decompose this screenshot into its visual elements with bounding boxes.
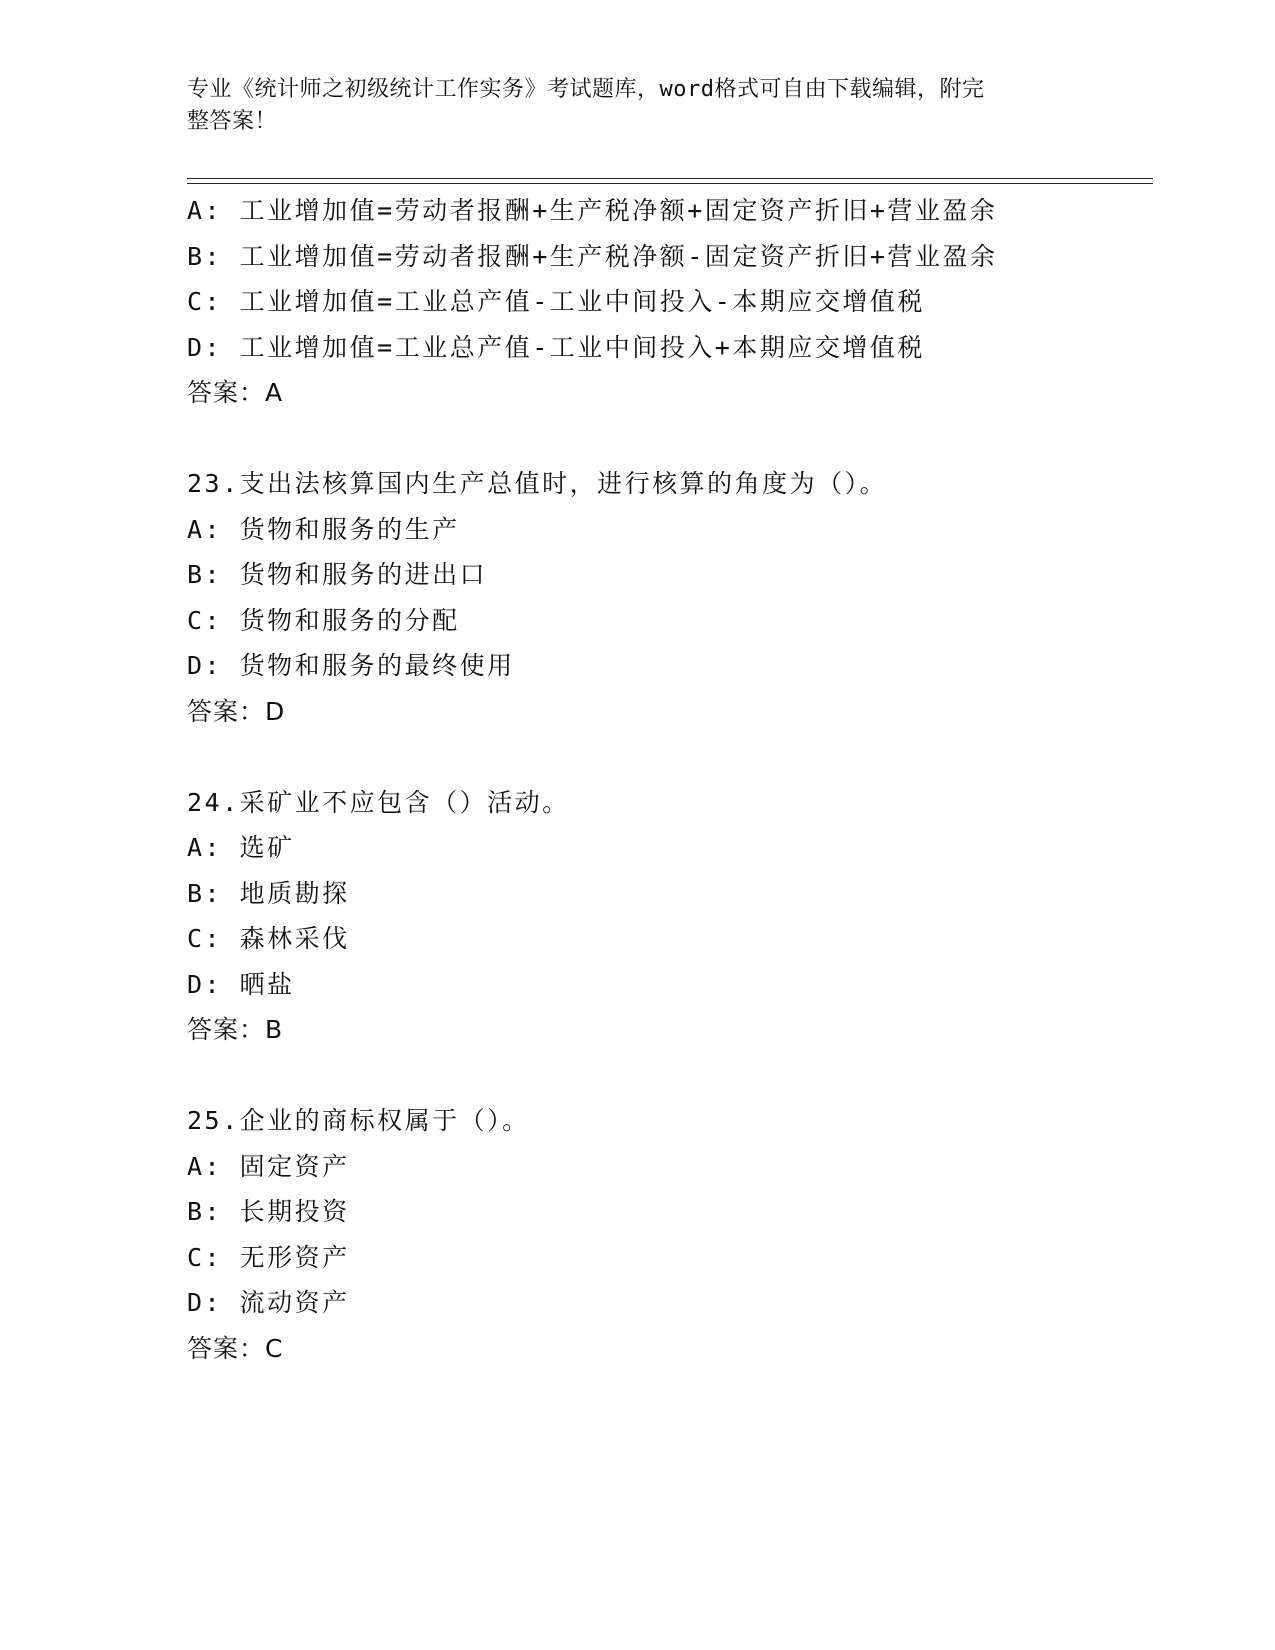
option-label: C: — [187, 287, 223, 316]
option-text: 工业增加值=工业总产值-工业中间投入+本期应交增值税 — [239, 332, 925, 362]
option-c — [187, 598, 1147, 644]
option-d — [187, 1280, 1147, 1326]
answer-line: 答案：D — [187, 696, 286, 726]
option-c — [187, 279, 1147, 325]
header-line-1: 专业《统计师之初级统计工作实务》考试题库，word格式可自由下载编辑，附完 — [187, 77, 985, 102]
option-text: 工业增加值=工业总产值-工业中间投入-本期应交增值税 — [239, 287, 925, 316]
option-text: 长期投资 — [239, 1197, 350, 1226]
option-a — [187, 507, 1147, 553]
option-label: B: — [187, 560, 223, 589]
option-text: 流动资产 — [239, 1288, 350, 1317]
option-text: 工业增加值=劳动者报酬+生产税净额-固定资产折旧+营业盈余 — [239, 241, 998, 271]
question-block-22 — [187, 188, 1147, 416]
option-b — [187, 1189, 1147, 1235]
option-b — [187, 552, 1147, 598]
option-label: D: — [187, 969, 223, 999]
option-label: D: — [187, 651, 223, 680]
question-stem: 25.企业的商标权属于（）。 — [187, 1106, 530, 1135]
option-a — [187, 1144, 1147, 1190]
option-label: C: — [187, 924, 223, 953]
spacer — [187, 734, 1147, 780]
option-label: D: — [187, 332, 223, 362]
option-label: D: — [187, 1288, 223, 1317]
option-label: B: — [187, 878, 223, 908]
option-label: A: — [187, 833, 223, 862]
option-label: A: — [187, 514, 223, 544]
question-block-24 — [187, 780, 1147, 1053]
option-label: C: — [187, 605, 223, 635]
header-divider-top — [187, 178, 1153, 179]
spacer — [187, 1053, 1147, 1099]
question-block-23 — [187, 461, 1147, 734]
option-text: 选矿 — [239, 833, 295, 862]
option-text: 森林采伐 — [239, 924, 350, 953]
option-text: 货物和服务的进出口 — [239, 560, 488, 589]
option-text: 固定资产 — [239, 1151, 350, 1181]
question-list — [187, 188, 1147, 1371]
option-d — [187, 325, 1147, 371]
option-a — [187, 188, 1147, 234]
option-d — [187, 962, 1147, 1008]
option-text: 货物和服务的最终使用 — [239, 651, 515, 680]
question-block-25 — [187, 1098, 1147, 1371]
question-stem: 24.采矿业不应包含（）活动。 — [187, 787, 570, 817]
option-text: 晒盐 — [239, 969, 295, 999]
option-label: B: — [187, 1197, 223, 1226]
option-b — [187, 234, 1147, 280]
option-label: A: — [187, 1151, 223, 1181]
option-c — [187, 916, 1147, 962]
question-stem: 23.支出法核算国内生产总值时，进行核算的角度为（）。 — [187, 469, 888, 498]
option-text: 货物和服务的生产 — [239, 514, 460, 544]
answer-line: 答案：B — [187, 1015, 284, 1044]
option-d — [187, 643, 1147, 689]
answer-line: 答案：C — [187, 1333, 284, 1363]
option-text: 货物和服务的分配 — [239, 605, 460, 635]
option-text: 无形资产 — [239, 1242, 350, 1272]
option-label: C: — [187, 1242, 223, 1272]
option-b — [187, 871, 1147, 917]
option-text: 工业增加值=劳动者报酬+生产税净额+固定资产折旧+营业盈余 — [239, 196, 998, 225]
option-label: B: — [187, 241, 223, 271]
answer-line: 答案：A — [187, 378, 284, 407]
header-line-2: 整答案！ — [187, 109, 278, 134]
option-c — [187, 1235, 1147, 1281]
option-a — [187, 825, 1147, 871]
header-divider-bottom — [187, 183, 1153, 184]
spacer — [187, 416, 1147, 462]
option-text: 地质勘探 — [239, 878, 350, 908]
document-header — [187, 74, 1067, 138]
option-label: A: — [187, 196, 223, 225]
